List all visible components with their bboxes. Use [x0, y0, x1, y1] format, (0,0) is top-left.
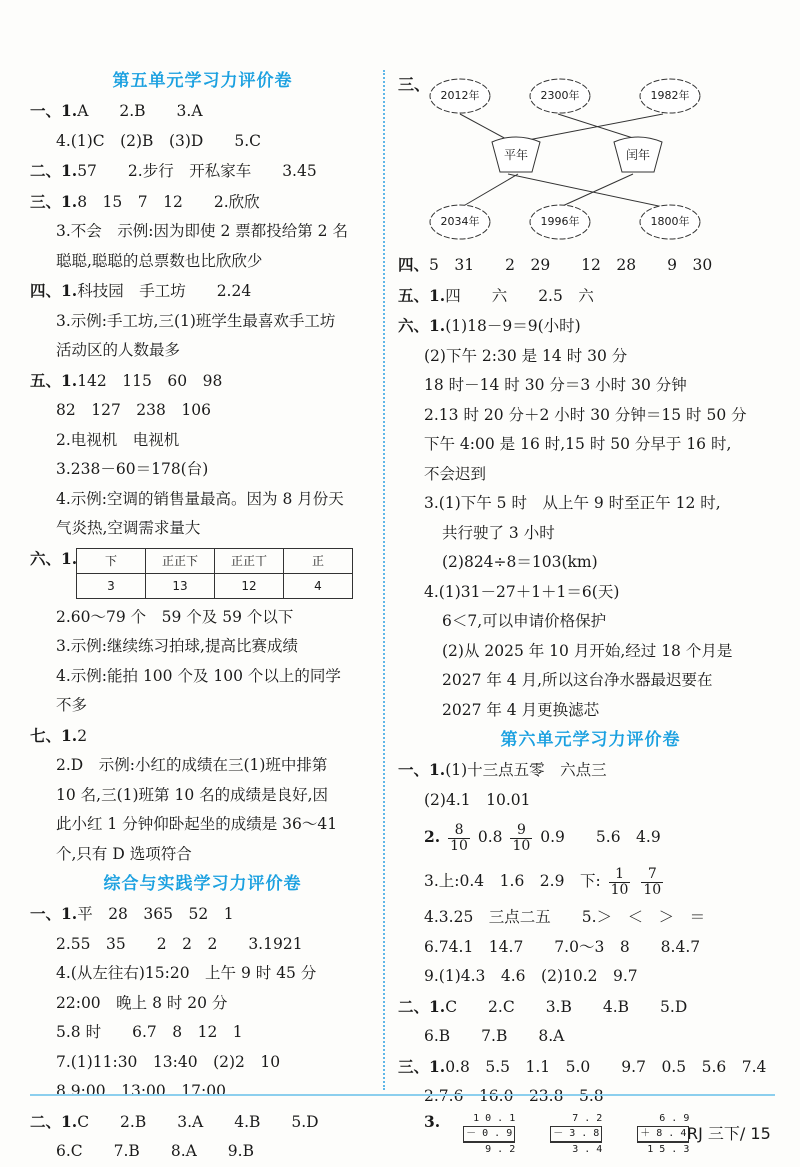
question-number: 五、1.	[30, 370, 78, 390]
answer-text: 不会迟到	[424, 464, 487, 483]
answer-line	[30, 276, 375, 307]
answer-text: 2.7.6 16.0 23.8 5.8	[424, 1087, 604, 1105]
answer-text: 2.D 示例:小红的成绩在三(1)班中排第	[56, 756, 328, 774]
question-number: 七、1.	[30, 725, 78, 745]
pot-label: 闰年	[625, 148, 650, 162]
answer-line	[398, 250, 783, 281]
flower-1800	[638, 202, 702, 242]
answer-line	[30, 632, 375, 662]
flower-1982	[638, 76, 702, 116]
answer-text: (1)十三点五零 六点三	[445, 761, 607, 779]
answer-text: C 2.B 3.A 4.B 5.D	[77, 1112, 319, 1131]
flower-1996	[528, 202, 592, 242]
answer-line	[398, 342, 783, 372]
answer-text: 3.238－60＝178(台)	[56, 460, 209, 478]
answer-text: 8 15 7 12 2.欣欣	[77, 192, 260, 211]
question-number: 四、	[398, 255, 430, 274]
answer-text: 9.(1)4.3 4.6 (2)10.2 9.7	[424, 967, 638, 985]
answer-text: 活动区的人数最多	[56, 341, 181, 359]
answer-line	[30, 721, 375, 752]
answer-line	[30, 840, 375, 870]
flower-label: 1996年	[540, 215, 580, 228]
pot-common-year	[486, 136, 546, 176]
answer-text: (2)从 2025 年 10 月开始,经过 18 个月是	[442, 641, 733, 660]
answer-line	[30, 187, 375, 218]
section-title-unit5: 第五单元学习力评价卷	[112, 71, 293, 91]
answer-text: A 2.B 3.A	[77, 102, 203, 120]
answer-text: 4.(1)C (2)B (3)D 5.C	[56, 131, 261, 150]
table-cell: 正正下	[146, 548, 215, 573]
fraction: $\frac{8}{10}$	[450, 821, 468, 854]
fraction-answer-row-1: 2. $\frac{8}{10}$ 0.8 $\frac{9}{10}$ 0.9 5.6 4.9	[424, 821, 661, 854]
answer-line	[398, 489, 783, 519]
question-number: 二、1.	[398, 996, 446, 1016]
answer-line	[30, 781, 375, 811]
answer-text: C 2.C 3.B 4.B 5.D	[445, 997, 688, 1016]
answer-line	[398, 637, 783, 667]
answer-text: 22:00 晚上 8 时 20 分	[56, 993, 228, 1012]
column-divider	[383, 70, 385, 1090]
answer-line	[398, 1082, 783, 1112]
answer-text: 0.8 5.5 1.1 5.0 9.7 0.5 5.6 7.4	[445, 1057, 767, 1076]
answer-line	[398, 1022, 783, 1052]
answer-text: (2)4.1 10.01	[424, 790, 531, 809]
answer-line	[398, 311, 783, 342]
question-number: 六、1.	[30, 548, 78, 568]
answer-text: 6＜7,可以申请价格保护	[442, 612, 607, 630]
answer-text: 2.60～79 个 59 个及 59 个以下	[56, 607, 294, 626]
vertical-calculation: 7 . 2 － 3 . 8 3 . 4	[550, 1112, 602, 1157]
fraction: $\frac{1}{10}$	[610, 865, 629, 898]
answer-line	[30, 307, 375, 337]
answer-line	[398, 962, 783, 992]
answer-line	[30, 603, 375, 633]
answer-text: 下午 4:00 是 16 时,15 时 50 分早于 16 时,	[424, 435, 732, 453]
fraction: $\frac{7}{10}$	[643, 865, 662, 898]
answer-line	[398, 519, 783, 549]
answer-text: 2.13 时 20 分＋2 小时 30 分钟＝15 时 50 分	[424, 405, 747, 424]
question-number: 一、1.	[30, 904, 78, 923]
right-column	[398, 70, 783, 1157]
answer-text: 2	[77, 726, 88, 745]
answer-line	[398, 548, 783, 578]
answer-text: 7.(1)11:30 13:40 (2)2 10	[56, 1052, 281, 1071]
answer-line	[398, 281, 783, 312]
answer-text: 4.(从左往右)15:20 上午 9 时 45 分	[56, 964, 317, 982]
answer-text: 四 六 2.5 六	[445, 286, 594, 305]
left-column	[30, 66, 375, 1167]
answer-text: 5 31 2 29 12 28 9 30	[429, 256, 713, 274]
flower-2034	[428, 202, 492, 242]
answer-text: (2)下午 2:30 是 14 时 30 分	[424, 346, 628, 365]
flower-label: 2012年	[440, 89, 480, 102]
answer-line	[30, 989, 375, 1019]
answer-text: 2.电视机 电视机	[56, 430, 180, 449]
answer-line	[30, 899, 375, 930]
question-number: 一、1.	[30, 101, 78, 120]
answer-line	[398, 992, 783, 1023]
answer-line	[398, 933, 783, 963]
tally-table-row	[30, 544, 375, 603]
table-cell: 4	[284, 573, 353, 598]
answer-line	[30, 930, 375, 960]
answer-line	[30, 366, 375, 397]
flower-2300	[528, 76, 592, 116]
question-number: 二、1.	[30, 1111, 78, 1131]
answer-text: 6.C 7.B 8.A 9.B	[56, 1142, 254, 1160]
answer-text: 平 28 365 52 1	[77, 905, 234, 923]
vertical-calculation: 1 0 . 1 － 0 . 9 9 . 2	[463, 1112, 515, 1157]
answer-line	[30, 514, 375, 544]
answer-text: 个,只有 D 选项符合	[56, 844, 192, 863]
question-number: 四、1.	[30, 281, 78, 300]
answer-text: 3.(1)下午 5 时 从上午 9 时至正午 12 时,	[424, 494, 721, 512]
answer-text: 2027 年 4 月,所以这台净水器最迟要在	[442, 671, 713, 689]
table-cell: 正正丅	[215, 548, 284, 573]
pot-label: 平年	[503, 148, 528, 162]
answer-line	[398, 755, 783, 786]
answer-text: 6.74.1 14.7 7.0～3 8 8.4.7	[424, 937, 701, 956]
answer-line	[398, 430, 783, 460]
answer-line	[30, 426, 375, 456]
answer-line	[30, 1018, 375, 1048]
answer-text: 8.9:00 13:00 17:00	[56, 1082, 226, 1100]
answer-text: 4.示例:能拍 100 个及 100 个以上的同学	[56, 666, 341, 685]
answer-line	[30, 485, 375, 515]
answer-text: 3.不会 示例:因为即使 2 票都投给第 2 名	[56, 222, 348, 240]
answer-line	[398, 401, 783, 431]
answer-text: 共行驶了 3 小时	[442, 523, 555, 542]
question-number: 三、1.	[30, 191, 78, 211]
tally-table	[76, 548, 353, 599]
answer-line	[30, 96, 375, 127]
table-cell: 12	[215, 573, 284, 598]
question-number: 三、1.	[398, 1056, 446, 1076]
fraction: $\frac{9}{10}$	[512, 821, 531, 854]
flower-2012	[428, 76, 492, 116]
answer-line	[398, 1052, 783, 1083]
answer-text: 142 115 60 98	[77, 371, 223, 390]
answer-line	[30, 127, 375, 157]
answer-line	[398, 607, 783, 637]
answer-line	[30, 810, 375, 840]
answer-text: 82 127 238 106	[56, 401, 211, 419]
answer-text: 4.示例:空调的销售量最高。因为 8 月份天	[56, 489, 344, 508]
answer-line	[30, 662, 375, 692]
answer-text: 不多	[56, 696, 88, 714]
answer-line	[30, 455, 375, 485]
table-cell: 3	[77, 573, 146, 598]
flower-label: 1982年	[650, 89, 690, 102]
table-cell: 13	[146, 573, 215, 598]
question-number: 一、1.	[398, 760, 446, 779]
answer-text: 4.(1)31－27＋1＋1＝6(天)	[424, 582, 620, 601]
vertical-calculation-row: 3. 1 0 . 1 － 0 . 9 9 . 2 7 . 2 － 3 . 8 3 . 4 6 . 9 ＋ 8 . 4 1 5 . 3	[424, 1111, 690, 1155]
answer-text: 4.3.25 三点二五 5.＞ ＜ ＞ ＝	[424, 908, 706, 926]
footer-rule	[30, 1094, 775, 1096]
answer-line	[30, 1137, 375, 1167]
answer-text: 3.示例:继续练习拍球,提高比赛成绩	[56, 637, 298, 655]
answer-line	[30, 691, 375, 721]
answer-line	[398, 666, 783, 696]
answer-text: (2)824÷8＝103(km)	[442, 553, 598, 571]
question-number: 六、1.	[398, 316, 446, 335]
answer-line	[30, 751, 375, 781]
answer-line	[398, 696, 783, 726]
answer-line	[398, 786, 783, 816]
answer-line	[398, 578, 783, 608]
flower-label: 1800年	[650, 215, 690, 228]
answer-line	[30, 959, 375, 989]
answer-text: 57 2.步行 开私家车 3.45	[77, 162, 317, 180]
flower-label: 2300年	[540, 89, 580, 102]
answer-text: 2027 年 4 月更换滤芯	[442, 700, 600, 719]
table-cell: 正	[284, 548, 353, 573]
year-matching-diagram	[398, 70, 758, 250]
row-label: 三、	[398, 75, 431, 94]
answer-line	[30, 247, 375, 277]
answer-line	[30, 217, 375, 247]
answer-line	[30, 336, 375, 366]
table-cell: 下	[77, 548, 146, 573]
answer-text: 18 时－14 时 30 分＝3 小时 30 分钟	[424, 376, 687, 394]
flower-label: 2034年	[440, 215, 480, 228]
answer-text: 2.55 35 2 2 2 3.1921	[56, 934, 303, 953]
answer-text: 气炎热,空调需求量大	[56, 519, 201, 537]
answer-line	[398, 460, 783, 490]
answer-text: 聪聪,聪聪的总票数也比欣欣少	[56, 251, 263, 270]
answer-text: 此小红 1 分钟仰卧起坐的成绩是 36～41	[56, 815, 338, 833]
answer-text: 5.8 时 6.7 8 12 1	[56, 1023, 243, 1041]
section-title-practice: 综合与实践学习力评价卷	[103, 874, 302, 894]
answer-text: 3.示例:手工坊,三(1)班学生最喜欢手工坊	[56, 311, 336, 330]
answer-line	[30, 1077, 375, 1107]
answer-text: 10 名,三(1)班第 10 名的成绩是良好,因	[56, 785, 329, 804]
answer-text: (1)18－9＝9(小时)	[445, 317, 581, 335]
vertical-calculation: 6 . 9 ＋ 8 . 4 1 5 . 3	[637, 1112, 689, 1157]
page-number: RJ 三下/ 15	[687, 1124, 771, 1143]
answer-line	[398, 903, 783, 933]
question-number: 五、1.	[398, 285, 446, 305]
answer-line	[30, 1107, 375, 1138]
answer-line	[30, 1048, 375, 1078]
section-title-unit6: 第六单元学习力评价卷	[500, 730, 681, 750]
question-number: 二、1.	[30, 161, 78, 180]
answer-line	[30, 396, 375, 426]
answer-line	[30, 156, 375, 187]
answer-line	[398, 371, 783, 401]
answer-text: 科技园 手工坊 2.24	[77, 282, 252, 300]
answer-text: 6.B 7.B 8.A	[424, 1027, 565, 1045]
fraction-answer-row-2: 3.上:0.4 1.6 2.9 下: $\frac{1}{10}$ $\frac{7}{10}$	[424, 865, 662, 898]
pot-leap-year	[608, 136, 668, 176]
